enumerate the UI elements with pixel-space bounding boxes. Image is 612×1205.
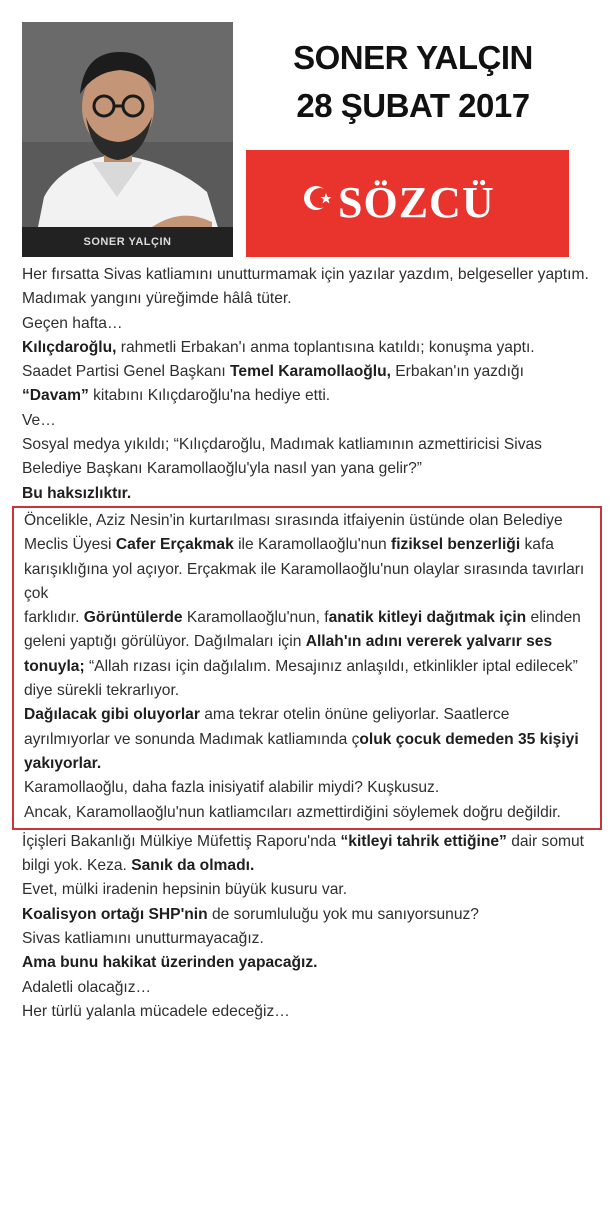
photo-caption: SONER YALÇIN: [22, 227, 233, 257]
paragraph: Koalisyon ortağı SHP'nin de sorumluluğu yok mu sanıyorsunuz?: [22, 905, 479, 923]
paragraph: Evet, mülki iradenin hepsinin büyük kusuru var.: [22, 881, 348, 899]
paragraph: Sivas katliamını unutturmayacağız.: [22, 930, 264, 948]
paragraph: Sosyal medya yıkıldı; “Kılıçdaroğlu, Madımak katliamının azmettiricisi Sivas Belediye Başkanı Karamollaoğlu'yla nasıl yan yana gelir?”: [22, 436, 542, 478]
paragraph: Madımak yangını yüreğimde hâlâ tüter.: [22, 290, 292, 308]
article-body: [22, 263, 594, 1024]
paragraph: İçişleri Bakanlığı Mülkiye Müfettiş Raporu'nda “kitleyi tahrik ettiğine” dair somut bilgi yok. Keza. Sanık da olmadı.: [22, 832, 584, 875]
author-portrait-image: [22, 22, 233, 257]
logo-text: SÖZCÜ: [338, 178, 495, 227]
paragraph: Adaletli olacağız…: [22, 978, 152, 996]
paragraph: Her türlü yalanla mücadele edeceğiz…: [22, 1002, 290, 1020]
author-name: SONER YALÇIN: [293, 39, 533, 76]
paragraph: Her fırsatta Sivas katliamını unutturmamak için yazılar yazdım, belgeseller yaptım.: [22, 266, 589, 283]
paragraph: Dağılacak gibi oluyorlar ama tekrar otelin önüne geliyorlar. Saatlerce ayrılmıyorlar ve sonunda Madımak katliamında çoluk çocuk demeden 35 kişiyi yakıyorlar.: [24, 706, 579, 772]
paragraph: Öncelikle, Aziz Nesin'in kurtarılması sırasında itfaiyenin üstünde olan Belediye Meclis Üyesi Cafer Erçakmak ile Karamollaoğlu'nun fiziksel benzerliği kafa karışıklığına yol açıyor. Erçakmak ile Karamollaoğlu'nun olaylar sırasında tavırları çok: [24, 511, 585, 602]
paragraph: Ancak, Karamollaoğlu'nun katliamcıları azmettirdiğini söylemek doğru değildir.: [24, 803, 561, 821]
paragraph: Kılıçdaroğlu, rahmetli Erbakan'ı anma toplantısına katıldı; konuşma yaptı.: [22, 338, 535, 356]
paragraph: Bu haksızlıktır.: [22, 484, 132, 502]
paragraph: Ama bunu hakikat üzerinden yapacağız.: [22, 954, 318, 972]
paragraph: Ve…: [22, 411, 56, 429]
publication-date: 28 ŞUBAT 2017: [296, 87, 530, 124]
crescent-star-icon: [300, 180, 336, 216]
paragraph: Geçen hafta…: [22, 314, 123, 332]
author-photo: [22, 22, 233, 257]
paragraph: farklıdır. Görüntülerde Karamollaoğlu'nun, fanatik kitleyi dağıtmak için elinden geleni yaptığı görülüyor. Dağılmaları için Allah'ın adını vererek yalvarır ses tonuyla; “Allah rızası için dağılalım. Mesajınız anlaşıldı, etkinlikler iptal edilecek” diye sürekli tekrarlıyor.: [24, 609, 581, 700]
highlighted-section: [12, 506, 602, 830]
paragraph: Karamollaoğlu, daha fazla inisiyatif alabilir miydi? Kuşkusuz.: [24, 779, 440, 797]
paragraph: Saadet Partisi Genel Başkanı Temel Karamollaoğlu, Erbakan'ın yazdığı “Davam” kitabını Kılıçdaroğlu'na hediye etti.: [22, 363, 524, 405]
sozcu-logo: [246, 150, 569, 257]
